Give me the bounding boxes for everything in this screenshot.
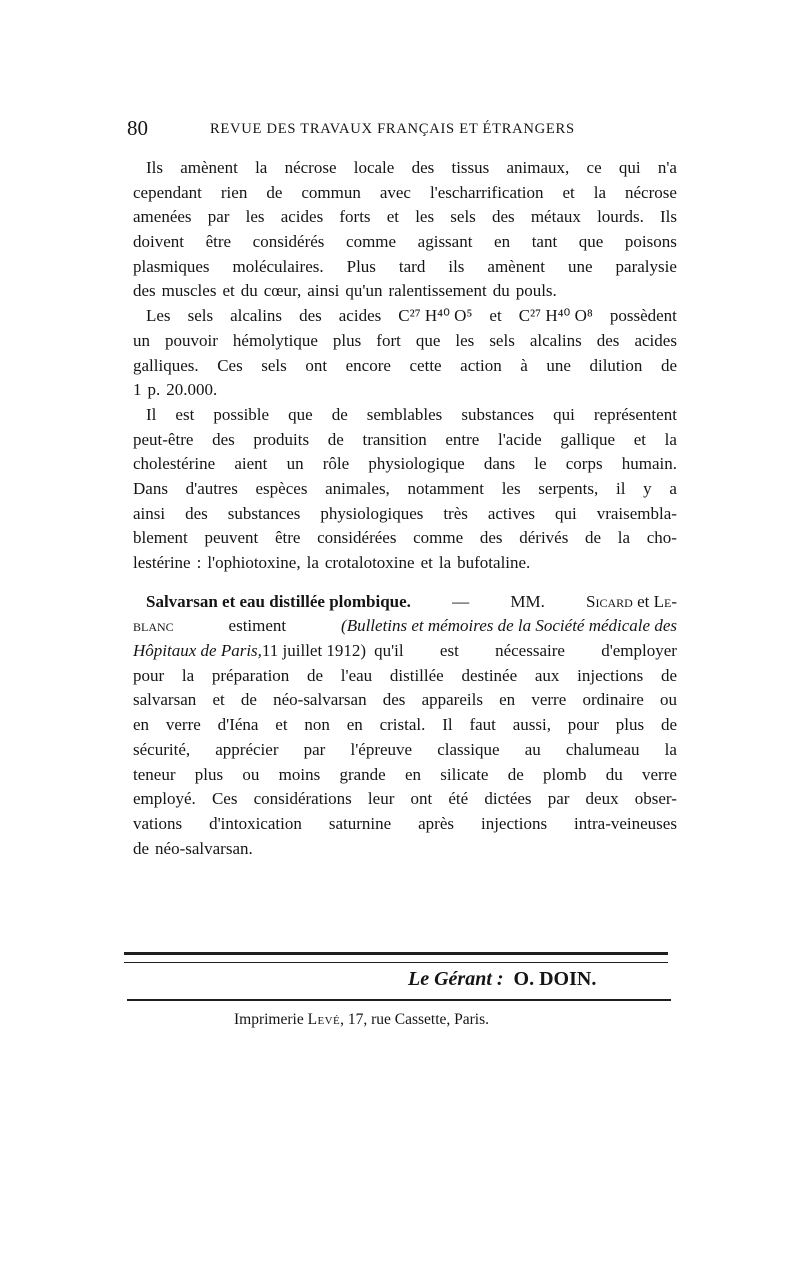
word: après [418, 813, 454, 833]
word: d'Iéna [217, 715, 259, 735]
paragraph-line [133, 378, 677, 403]
word: amènent [180, 158, 238, 177]
word: serpents, [538, 478, 599, 498]
section-salvarsan [133, 590, 677, 862]
word: aux [534, 665, 560, 685]
section-line [133, 664, 677, 689]
word: de [240, 690, 257, 710]
word: ralentissement [388, 281, 487, 301]
paragraph-line [133, 156, 677, 181]
paragraph-line [133, 502, 677, 527]
word: à [520, 355, 528, 375]
word: ordinaire [582, 690, 644, 710]
word: pouls. [515, 281, 557, 301]
section-gap [133, 576, 677, 590]
word: que [288, 404, 313, 424]
word: sécurité, [133, 739, 191, 759]
paragraph-line [133, 551, 677, 576]
word: animaux, [506, 158, 570, 177]
word: plus [332, 330, 362, 350]
section-title: Salvarsan et eau distillée plombique. [146, 591, 411, 611]
word: appareils [421, 690, 483, 710]
word: d'employer [601, 641, 677, 661]
word: humain. [621, 454, 677, 474]
word: plus [615, 715, 645, 735]
word: vraisembla- [596, 503, 677, 523]
word: la [181, 665, 195, 685]
word: de [327, 429, 344, 449]
author-leblanc-rest: blanc [133, 616, 174, 636]
word: alcalins [529, 330, 582, 350]
word: Il [442, 715, 453, 735]
citation-end: Hôpitaux de Paris, [133, 641, 262, 661]
word: les [501, 478, 521, 498]
word: : [196, 553, 202, 572]
word: Ils [146, 158, 163, 177]
word: corps [565, 454, 603, 474]
word: en [133, 715, 150, 735]
word: employé. [133, 789, 196, 809]
word: au [524, 739, 541, 759]
word: distillée [389, 665, 444, 685]
paragraph [133, 304, 677, 403]
paragraph-line [133, 477, 677, 502]
word: des [382, 690, 406, 710]
citation: (Bulletins et mémoires de la Société médicale des [341, 616, 677, 636]
word: et [489, 306, 502, 326]
section-line [133, 787, 677, 812]
word: cependant [133, 182, 202, 202]
word: de [331, 404, 348, 424]
word: le [534, 454, 547, 474]
word: grande [339, 764, 386, 784]
word: acides [634, 330, 677, 350]
word: un [133, 330, 150, 350]
word: ce [586, 158, 602, 177]
word: en [494, 232, 511, 252]
word: blement [133, 528, 188, 548]
section-line-2 [133, 614, 677, 639]
word: considérées [317, 528, 397, 548]
word: cœur, [263, 281, 302, 301]
word: acides [338, 306, 382, 326]
word: cristal. [379, 715, 426, 735]
word: substances [227, 503, 301, 523]
word: cholestérine [133, 454, 216, 474]
word: par [303, 739, 326, 759]
word: tard [398, 256, 426, 276]
word: ont [410, 789, 433, 809]
word: des [411, 158, 435, 177]
word: chalumeau [565, 739, 640, 759]
authors-pair [586, 590, 677, 615]
word: une [568, 256, 593, 276]
author-leblanc-part: Le- [653, 591, 677, 611]
word: les [455, 330, 475, 350]
word: et [562, 182, 575, 202]
word: lestérine [133, 553, 191, 572]
word: ainsi [133, 503, 166, 523]
word: les [415, 207, 435, 227]
word: la [306, 553, 319, 572]
word: gallique [560, 429, 616, 449]
word: obser- [634, 789, 677, 809]
word: nécrose [624, 182, 677, 202]
word: été [448, 789, 469, 809]
word: dilution [589, 355, 643, 375]
word: par [547, 789, 570, 809]
word: Ces [211, 789, 238, 809]
word: apprécier [215, 739, 279, 759]
word: qui [555, 503, 577, 523]
authors-intro: MM. [510, 591, 545, 611]
word: paralysie [615, 256, 677, 276]
word: amenées [133, 207, 192, 227]
word: C²⁷ H⁴⁰ O⁵ [398, 306, 473, 326]
word: et [275, 715, 288, 735]
paragraph-line [133, 279, 677, 304]
word: des [596, 330, 620, 350]
word: l'épreuve [350, 739, 413, 759]
word: lourds. [597, 207, 644, 227]
section-lines [133, 664, 677, 862]
word: considérations [253, 789, 352, 809]
word: poisons [624, 232, 677, 252]
word: des [479, 528, 503, 548]
single-rule [127, 999, 671, 1001]
author-join: et [637, 591, 650, 611]
word: doivent [133, 232, 184, 252]
word: teneur [133, 764, 176, 784]
word: plus [194, 764, 224, 784]
word: actives [487, 503, 536, 523]
word: classique [437, 739, 500, 759]
word: moléculaires. [232, 256, 324, 276]
word: rien [220, 182, 248, 202]
word: pour [133, 665, 165, 685]
word: forts [339, 207, 371, 227]
word: la [664, 739, 677, 759]
word: dérivés [519, 528, 569, 548]
word: Dans [133, 478, 168, 498]
word: faut [469, 715, 496, 735]
word: 20.000. [166, 380, 218, 400]
word: dictées [484, 789, 532, 809]
word: salvarsan [133, 690, 197, 710]
word: comme [413, 528, 464, 548]
section-line [133, 738, 677, 763]
word: ainsi [307, 281, 340, 301]
word: locale [353, 158, 395, 177]
word: moins [278, 764, 321, 784]
author-sicard: Sicard [586, 591, 633, 611]
paragraph-line [133, 428, 677, 453]
word: bufotaline. [457, 553, 531, 572]
word: plomb [543, 764, 587, 784]
journal-title: REVUE DES TRAVAUX FRANÇAIS ET ÉTRANGERS [210, 121, 575, 137]
word: de [660, 665, 677, 685]
word: transition [362, 429, 427, 449]
word: C²⁷ H⁴⁰ O⁸ [518, 306, 593, 326]
word: physiologiques [320, 503, 424, 523]
word: a [669, 478, 677, 498]
word: substances [461, 404, 535, 424]
word: la [617, 528, 631, 548]
word: nécessaire [495, 641, 565, 661]
word: agissant [417, 232, 473, 252]
word: il [615, 478, 626, 498]
word: hémolytique [232, 330, 318, 350]
word: leur [367, 789, 395, 809]
word: alcalins [230, 306, 283, 326]
word: et [386, 207, 400, 227]
word: animales, [325, 478, 390, 498]
word: en [404, 764, 422, 784]
word: de [660, 355, 677, 375]
word: physiologique [368, 454, 465, 474]
section-line-3-rest [374, 639, 677, 664]
word: du [605, 764, 623, 784]
paragraph-line [133, 304, 677, 329]
word: ou [242, 764, 260, 784]
paragraph [133, 156, 677, 304]
section-line [133, 713, 677, 738]
word: être [274, 528, 301, 548]
section-line [133, 812, 677, 837]
paragraph-line [133, 403, 677, 428]
word: néo-salvarsan. [155, 838, 253, 858]
paragraph-line [133, 205, 677, 230]
word: action [460, 355, 502, 375]
word: crotalotoxine [324, 553, 415, 572]
word: deux [585, 789, 619, 809]
gerant-line [408, 965, 655, 993]
word: peut-être [133, 429, 194, 449]
word: Il [146, 404, 157, 424]
word: sels [187, 306, 214, 326]
section-line [133, 837, 677, 862]
word: des [212, 429, 235, 449]
word: saturnine [328, 813, 392, 833]
word: qu'il [374, 641, 404, 661]
paragraph-line [133, 230, 677, 255]
paragraph-line [133, 452, 677, 477]
page-number: 80 [127, 116, 148, 140]
word: peuvent [204, 528, 259, 548]
word: d'intoxication [209, 813, 302, 833]
word: pour [567, 715, 599, 735]
word: des [491, 207, 515, 227]
word: la [664, 429, 677, 449]
word: est [175, 404, 195, 424]
word: sels [450, 207, 476, 227]
paragraph-line [133, 354, 677, 379]
word: représentent [593, 404, 677, 424]
word: ou [659, 690, 677, 710]
imprint-suffix: , 17, rue Cassette, Paris. [340, 1011, 490, 1028]
section-verb: estiment [228, 616, 287, 636]
word: et [222, 281, 235, 301]
word: être [205, 232, 232, 252]
word: la [438, 553, 452, 572]
word: acides [280, 207, 324, 227]
word: et [212, 690, 225, 710]
citation-date: 11 juillet 1912) [261, 641, 367, 661]
gerant-name: O. DOIN. [513, 968, 597, 990]
word: est [439, 641, 459, 661]
word: que [578, 232, 604, 252]
word: comme [346, 232, 397, 252]
word: des [133, 281, 156, 301]
word: destinée [461, 665, 518, 685]
word: et [420, 553, 433, 572]
word: la [255, 158, 268, 177]
word: Ces [217, 355, 243, 375]
imprint-prefix: Imprimerie [234, 1011, 304, 1028]
paragraph-line [133, 526, 677, 551]
word: verre [642, 764, 677, 784]
word: du [240, 281, 258, 301]
gerant-label: Le Gérant : [408, 968, 504, 990]
word: des [299, 306, 322, 326]
word: y [643, 478, 652, 498]
running-head [127, 116, 677, 140]
word: silicate [440, 764, 489, 784]
word: tissus [451, 158, 490, 177]
word: possible [213, 404, 270, 424]
imprint-name: Levé [307, 1011, 341, 1028]
word: du [492, 281, 510, 301]
section-line-1 [133, 590, 677, 615]
paragraphs [133, 156, 677, 576]
word: aussi, [512, 715, 551, 735]
word: Les [146, 306, 171, 326]
word: cette [409, 355, 442, 375]
word: tant [531, 232, 558, 252]
word: et [633, 429, 647, 449]
word: verre [165, 715, 201, 735]
word: pouvoir [165, 330, 218, 350]
word: très [443, 503, 468, 523]
paragraph [133, 403, 677, 576]
word: la [593, 182, 606, 202]
word: possèdent [609, 306, 677, 326]
section-line-3 [133, 639, 677, 664]
word: sels [489, 330, 515, 350]
word: dans [483, 454, 516, 474]
word: en [346, 715, 363, 735]
double-rule [124, 952, 668, 963]
word: verre [531, 690, 567, 710]
word: non [304, 715, 330, 735]
word: n'a [657, 158, 677, 177]
word: l'ophiotoxine, [207, 553, 301, 572]
section-line [133, 763, 677, 788]
word: notamment [407, 478, 484, 498]
word: qui [553, 404, 575, 424]
word: encore [345, 355, 391, 375]
word: de [507, 764, 524, 784]
word: intra-veineuses [574, 813, 677, 833]
section-line [133, 688, 677, 713]
word: de [133, 838, 150, 858]
word: métaux [530, 207, 581, 227]
paragraph-line [133, 255, 677, 280]
word: en [499, 690, 516, 710]
word: 1 [133, 380, 142, 400]
word: une [546, 355, 571, 375]
word: que [415, 330, 441, 350]
paragraph-line [133, 329, 677, 354]
word: avec [379, 182, 411, 202]
word: considérés [252, 232, 325, 252]
word: néo-salvarsan [273, 690, 367, 710]
imprint-line [234, 1010, 489, 1030]
word: commun [301, 182, 361, 202]
word: l'eau [340, 665, 373, 685]
word: des [185, 503, 208, 523]
word: de [266, 182, 283, 202]
word: produits [253, 429, 310, 449]
word: vations [133, 813, 183, 833]
word: préparation [211, 665, 290, 685]
word: p. [147, 380, 161, 400]
word: l'acide [498, 429, 542, 449]
body-text [133, 156, 677, 861]
word: injections [577, 665, 644, 685]
word: un [286, 454, 304, 474]
word: plasmiques [133, 256, 210, 276]
word: entre [445, 429, 480, 449]
word: injections [480, 813, 548, 833]
word: de [660, 715, 677, 735]
word: muscles [161, 281, 217, 301]
word: amènent [487, 256, 545, 276]
word: l'escharrification [429, 182, 544, 202]
word: qu'un [345, 281, 383, 301]
word: qui [618, 158, 641, 177]
word: sels [261, 355, 287, 375]
word: Ils [660, 207, 677, 227]
word: aient [234, 454, 268, 474]
paragraph-line [133, 181, 677, 206]
word: de [307, 665, 324, 685]
word: semblables [366, 404, 443, 424]
word: fort [376, 330, 401, 350]
word: nécrose [284, 158, 337, 177]
section-dash: — [452, 591, 470, 611]
word: les [245, 207, 265, 227]
word: par [207, 207, 230, 227]
word: galliques. [133, 355, 199, 375]
word: d'autres [185, 478, 238, 498]
word: Plus [346, 256, 376, 276]
word: rôle [322, 454, 350, 474]
word: ils [448, 256, 465, 276]
word: ont [305, 355, 328, 375]
word: cho- [646, 528, 677, 548]
word: de [585, 528, 602, 548]
word: espèces [255, 478, 308, 498]
